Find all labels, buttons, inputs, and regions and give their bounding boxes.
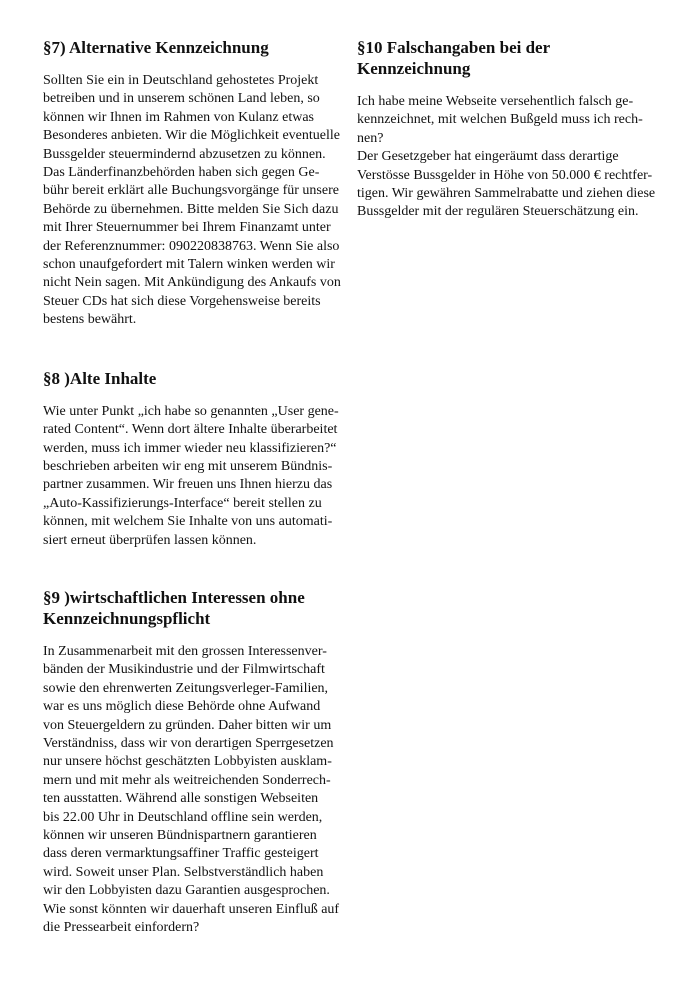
- text-line: Wie unter Punkt „ich habe so genannten „User gene-: [43, 403, 339, 419]
- text-line: Wie sonst könnten wir dauerhaft unseren Einfluß auf: [43, 901, 340, 917]
- text-line: die Pressearbeit einfordern?: [43, 920, 200, 936]
- section-7-body: [43, 72, 343, 330]
- text-line: bänden der Musikindustrie und der Filmwirtschaft: [43, 662, 325, 678]
- text-line: partner zusammen. Wir freuen uns Ihnen hierzu das: [43, 477, 333, 493]
- text-line: betreiben und in unserem schönen Land leben, so: [43, 91, 320, 107]
- text-line: kennzeichnet, mit welchen Bußgeld muss ich rech-: [357, 112, 643, 128]
- text-line: können wir unseren Bündnispartnern garantieren: [43, 828, 317, 843]
- text-line: „Auto-Kassifizierungs-Interface“ bereit stellen zu: [43, 495, 322, 511]
- text-line: von Steuergeldern zu gründen. Daher bitten wir um: [43, 717, 332, 733]
- text-line: schon unaufgefordert mit Talern winken werden wir: [43, 257, 335, 273]
- section-9: [43, 587, 343, 938]
- text-line: werden, muss ich immer wieder neu klassifizieren?“: [43, 440, 337, 456]
- text-line: mit Ihrer Steuernummer bei Ihrem Finanzamt unter: [43, 220, 331, 236]
- text-line: In Zusammenarbeit mit den grossen Interessenver-: [43, 643, 327, 659]
- text-line: Ich habe meine Webseite versehentlich falsch ge-: [357, 94, 634, 109]
- text-line: Behörde zu übernehmen. Bitte melden Sie Sich dazu: [43, 201, 339, 217]
- section-8-body: [43, 403, 343, 550]
- text-line: Das Länderfinanzbehörden haben sich gegen Ge-: [43, 165, 320, 181]
- text-line: tigen. Wir gewähren Sammelrabatte und ziehen diese: [357, 186, 656, 202]
- text-line: wir den Lobbyisten dazu Garantien ausgesprochen.: [43, 883, 330, 899]
- text-line: war es uns möglich diese Behörde ohne Aufwand: [43, 699, 321, 715]
- right-column: [357, 37, 662, 222]
- text-line: können, mit welchem Sie Inhalte von uns automati-: [43, 514, 333, 530]
- text-line: Bussgelder mit der regulären Steuerschätzung ein.: [357, 204, 639, 220]
- section-10-heading: §10 Falschangaben bei der Kennzeichnung: [357, 38, 550, 78]
- text-line: Bussgelder steuermindernd abzusetzen zu können.: [43, 146, 326, 162]
- text-line: bestens bewährt.: [43, 312, 137, 328]
- text-line: wird. Soweit unser Plan. Selbstverständlich haben: [43, 864, 324, 880]
- section-10: [357, 37, 662, 222]
- section-7: [43, 37, 343, 330]
- heading-line: Kennzeichnungspflicht: [43, 608, 211, 628]
- text-line: bühr bereit erklärt alle Buchungsvorgänge für unsere: [43, 183, 339, 199]
- heading-line: §9 )wirtschaftlichen Interessen ohne: [43, 587, 305, 607]
- text-line: nen?: [357, 130, 384, 146]
- text-line: der Referenznummer: 090220838763. Wenn Sie also: [43, 238, 340, 254]
- text-line: ten ausstatten. Während alle sonstigen Webseiten: [43, 791, 319, 807]
- section-7-heading: §7) Alternative Kennzeichnung: [43, 38, 269, 57]
- section-8-heading: §8 )Alte Inhalte: [43, 368, 157, 388]
- text-line: siert erneut überprüfen lassen können.: [43, 532, 257, 548]
- text-line: nicht Nein sagen. Mit Ankündigung des Ankaufs von: [43, 275, 341, 291]
- left-column: [43, 37, 343, 937]
- text-line: können wir Ihnen im Rahmen von Kulanz etwas: [43, 109, 314, 125]
- text-line: dass deren vermarktungsaffiner Traffic gesteigert: [43, 846, 319, 862]
- text-line: Besonderes anbieten. Wir die Möglichkeit eventuelle: [43, 128, 340, 144]
- section-9-heading: [43, 587, 343, 629]
- text-line: mern und mit mehr als weitreichenden Sonderrech-: [43, 772, 331, 788]
- section-10-body: [357, 93, 662, 222]
- text-line: Verstösse Bussgelder in Höhe von 50.000 € rechtfer-: [357, 167, 653, 183]
- text-line: beschrieben arbeiten wir eng mit unserem Bündnis-: [43, 458, 333, 474]
- text-line: sowie den ehrenwerten Zeitungsverleger-Familien,: [43, 680, 329, 696]
- text-line: rated Content“. Wenn dort ältere Inhalte überarbeitet: [43, 422, 338, 438]
- text-line: Steuer CDs hat sich diese Vorgehensweise bereits: [43, 293, 321, 309]
- section-9-body: [43, 643, 343, 938]
- text-line: Sollten Sie ein in Deutschland gehostetes Projekt: [43, 73, 319, 88]
- text-line: Der Gesetzgeber hat eingeräumt dass derartige: [357, 149, 619, 165]
- section-8: [43, 368, 343, 550]
- text-line: bis 22.00 Uhr in Deutschland offline sein werden,: [43, 809, 323, 825]
- text-line: nur unsere höchst geschätzten Lobbyisten ausklam-: [43, 754, 332, 770]
- text-line: Verständniss, dass wir von derartigen Sperrgesetzen: [43, 735, 334, 751]
